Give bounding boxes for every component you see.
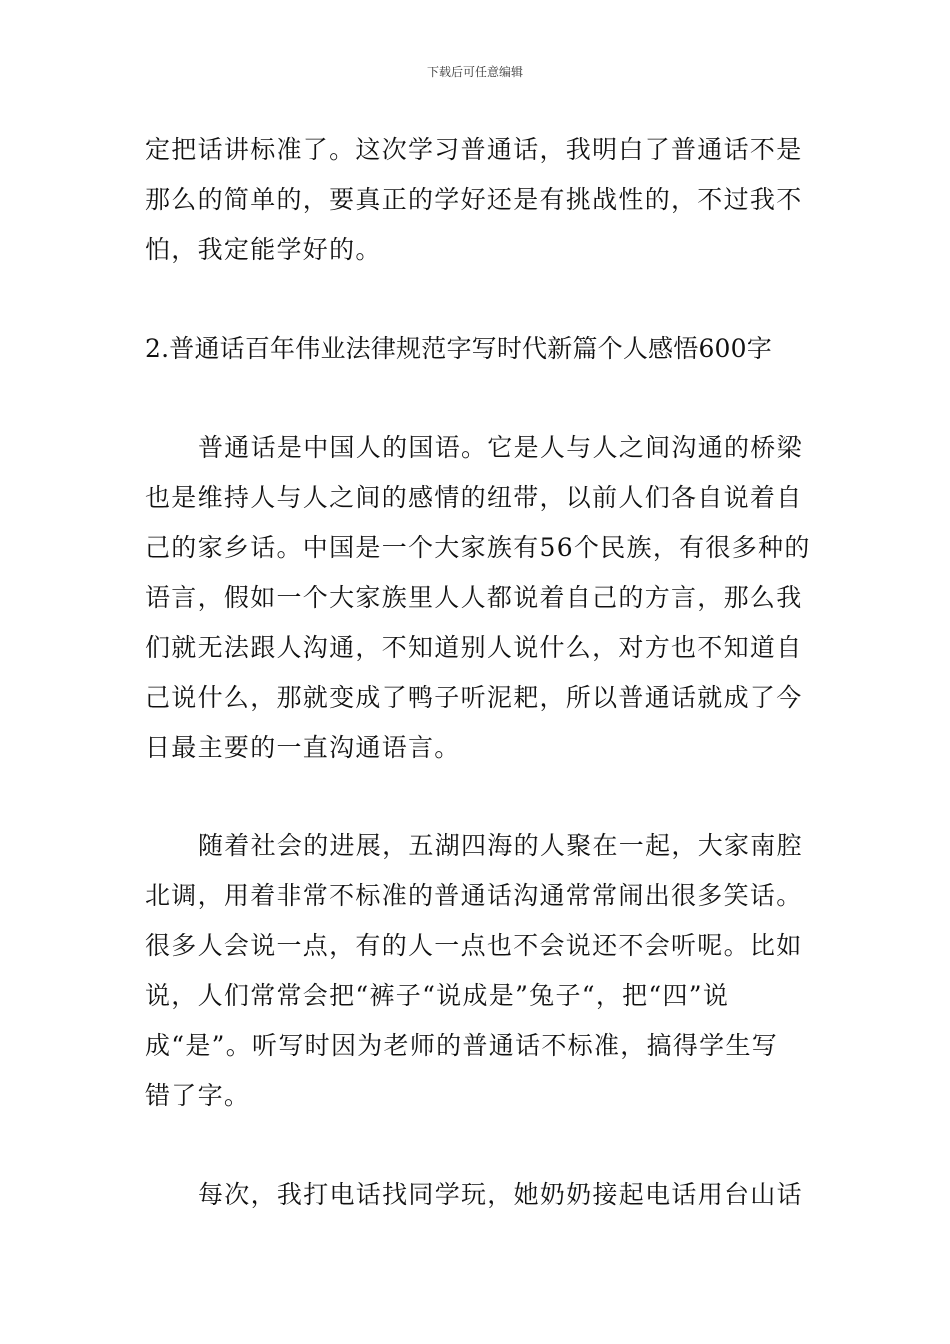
paragraph-3-line-3: 很多人会说一点，有的人一点也不会说还不会听呢。比如: [145, 931, 803, 960]
page-header: 下载后可任意编辑: [426, 65, 523, 79]
paragraph-3-line-5: 成“是”。听写时因为老师的普通话不标准，搞得学生写: [145, 1031, 779, 1060]
paragraph-2-line-3: 己的家乡话。中国是一个大家族有56个民族，有很多种的: [145, 533, 811, 562]
paragraph-2-line-6: 己说什么，那就变成了鸭子听泥耙，所以普通话就成了今: [145, 683, 803, 712]
paragraph-2-line-1: 普通话是中国人的国语。它是人与人之间沟通的桥梁: [198, 433, 803, 462]
paragraph-2-line-5: 们就无法跟人沟通，不知道别人说什么，对方也不知道自: [145, 633, 803, 662]
paragraph-1-line-2: 那么的简单的，要真正的学好还是有挑战性的，不过我不: [145, 185, 803, 214]
paragraph-3-line-4: 说，人们常常会把“裤子“说成是”兔子“，把“四”说: [145, 981, 730, 1010]
paragraph-1-line-1: 定把话讲标准了。这次学习普通话，我明白了普通话不是: [145, 135, 803, 164]
paragraph-4-line-1: 每次，我打电话找同学玩，她奶奶接起电话用台山话: [198, 1180, 803, 1209]
paragraph-1-line-3: 怕，我定能学好的。: [145, 235, 382, 264]
paragraph-3-line-6: 错了字。: [145, 1081, 251, 1110]
paragraph-2-line-7: 日最主要的一直沟通语言。: [145, 733, 461, 762]
paragraph-3-line-2: 北调，用着非常不标准的普通话沟通常常闹出很多笑话。: [145, 881, 803, 910]
paragraph-2-line-2: 也是维持人与人之间的感情的纽带，以前人们各自说着自: [145, 483, 803, 512]
section-heading: 2.普通话百年伟业法律规范字写时代新篇个人感悟600字: [145, 334, 772, 363]
paragraph-2-line-4: 语言，假如一个大家族里人人都说着自己的方言，那么我: [145, 583, 803, 612]
paragraph-3-line-1: 随着社会的进展，五湖四海的人聚在一起，大家南腔: [198, 831, 803, 860]
